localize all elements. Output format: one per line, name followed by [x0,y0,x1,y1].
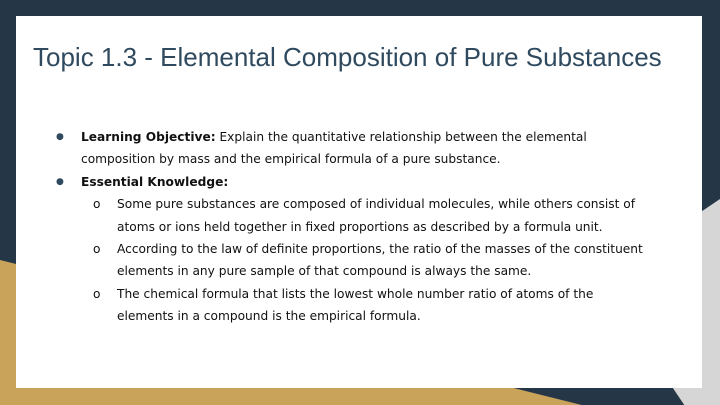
learning-objective-label: Learning Objective: [81,130,216,144]
bullet-icon: ● [56,132,64,142]
subitem-text: The chemical formula that lists the lowest whole number ratio of atoms of the elements in a compound is the empirical formula. [117,286,594,324]
circle-bullet-icon: o [93,242,101,257]
essential-knowledge-label: Essential Knowledge: [81,174,229,189]
learning-objective-text: Explain the quantitative relationship between the elemental composition by mass and the empirical formula of a pure substance. [81,130,587,167]
circle-bullet-icon: o [93,197,101,212]
slide-card [16,16,702,388]
slide-content [56,126,646,328]
essential-knowledge-subitem [56,238,646,283]
subitem-text: Some pure substances are composed of individual molecules, while others consist of atoms or ions held together in fixed proportions as described by a formula unit. [117,197,635,234]
learning-objective-item [56,126,646,171]
essential-knowledge-subitem [56,193,646,238]
essential-knowledge-item [56,171,646,193]
bullet-icon: ● [56,176,64,187]
subitem-text: According to the law of definite proportions, the ratio of the masses of the constituent elements in any pure sample of that compound is always the same. [117,242,643,279]
circle-bullet-icon: o [93,286,101,301]
essential-knowledge-subitem [56,283,646,328]
slide-title: Topic 1.3 - Elemental Composition of Pure Substances [33,42,662,72]
